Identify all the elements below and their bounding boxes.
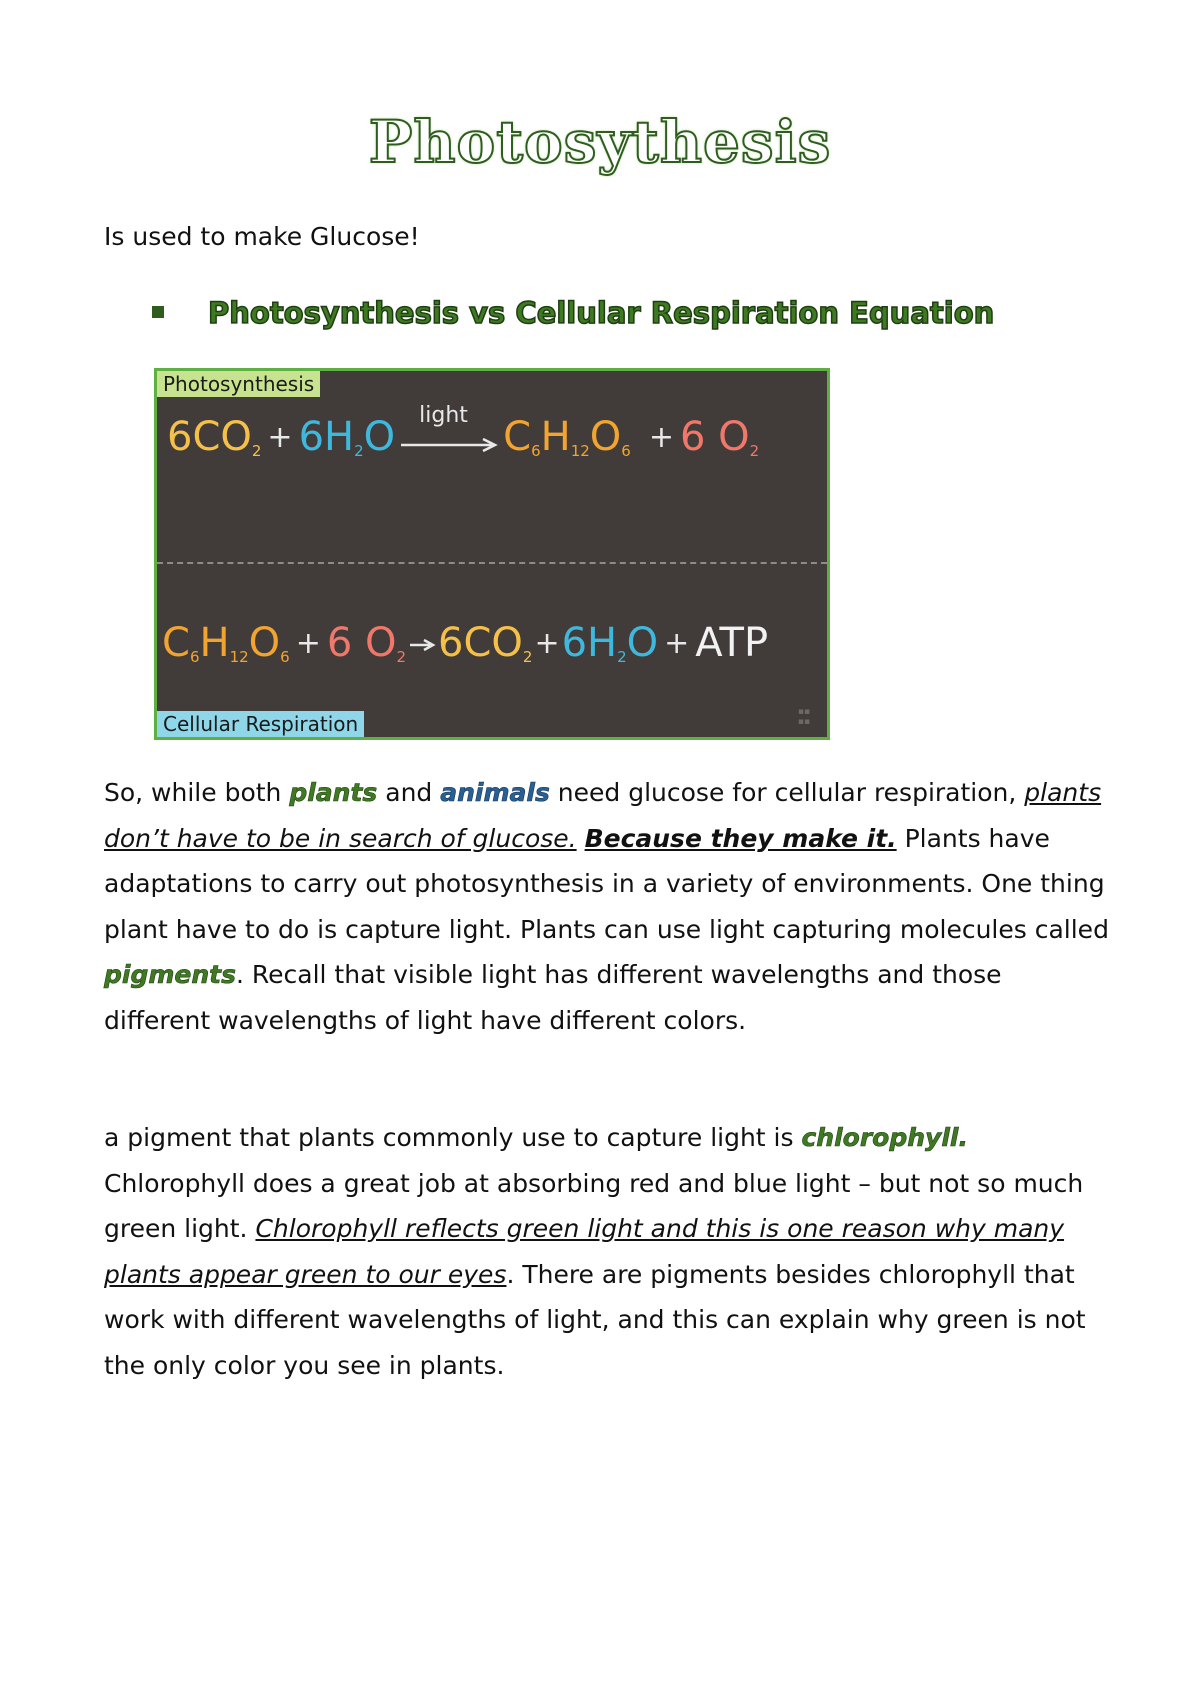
respiration-tag: Cellular Respiration xyxy=(157,711,364,737)
glucose-term: $C_6H_{12}O_6$ xyxy=(162,620,290,666)
divider-line xyxy=(157,562,827,564)
section-heading xyxy=(152,296,994,330)
o2-term: 6 $O_2$ xyxy=(326,620,407,666)
light-label: light xyxy=(419,403,468,428)
glucose-term: $C_6H_{12}O_6$ xyxy=(503,414,631,460)
emphasis-make-it: Because they make it. xyxy=(584,823,897,853)
photosynthesis-tag: Photosynthesis xyxy=(157,371,320,397)
keyword-pigments: pigments xyxy=(104,960,236,989)
keyword-plants: plants xyxy=(289,778,378,807)
paragraph-chlorophyll: a pigment that plants commonly use to capture light is chlorophyll. Chlorophyll does a great job at absorbing red and blue light – but not so much green light. Chlorophyll reflects green light and this is one reason why many plants appear green to our eyes. There are pigments besides chlorophyll that work with different wavelengths of light, and this can explain why green is not the only color you see in plants. xyxy=(104,1123,1086,1380)
photosynthesis-equation: $6CO_2 + 6H_2O$ light $C_6H_{12}O_6 + 6$ $O_2$ xyxy=(167,403,760,460)
arrow-icon xyxy=(399,437,499,453)
paragraph-glucose: So, while both plants and animals need glucose for cellular respiration, plants don’t have to be in search of glucose. Because they make it. Plants have adaptations to carry out photosynthesis in a variety of environments. One thing plant have to do is capture light. Plants can use light capturing molecules called pigments. Recall that visible light has different wavelengths and those different wavelengths of light have different colors. xyxy=(104,778,1109,1035)
intro-text: Is used to make Glucose! xyxy=(104,222,420,251)
page-title: Photosythesis xyxy=(368,108,832,176)
co2-term: $6CO_2$ xyxy=(438,620,533,666)
emphasis-reflects-green: Chlorophyll reflects green light and this is one reason why many plants appear green to our eyes xyxy=(104,1214,1065,1289)
logo-mark-icon: ▪▪ ▪▪ xyxy=(797,707,811,727)
keyword-chlorophyll: chlorophyll. xyxy=(801,1123,968,1152)
emphasis-search: plants don’t have to be in search of glucose. xyxy=(104,778,1102,853)
light-arrow xyxy=(399,403,499,459)
section-heading-label: Photosynthesis vs Cellular Respiration Equation xyxy=(208,296,995,330)
h2o-term: $6H_2O$ xyxy=(298,414,396,460)
h2o-term: $6H_2O$ xyxy=(561,620,659,666)
equation-figure xyxy=(154,368,830,740)
atp-term: ATP xyxy=(695,620,769,666)
o2-term: 6 $O_2$ xyxy=(679,414,760,460)
respiration-equation: $C_6H_{12}O_6 + 6$ $O_2$ $6CO_2+6H_2O$ + ATP xyxy=(162,620,769,666)
co2-term: $6CO_2$ xyxy=(167,414,262,460)
keyword-animals: animals xyxy=(440,778,550,807)
arrow-icon xyxy=(408,637,436,653)
bullet-icon xyxy=(152,306,164,318)
